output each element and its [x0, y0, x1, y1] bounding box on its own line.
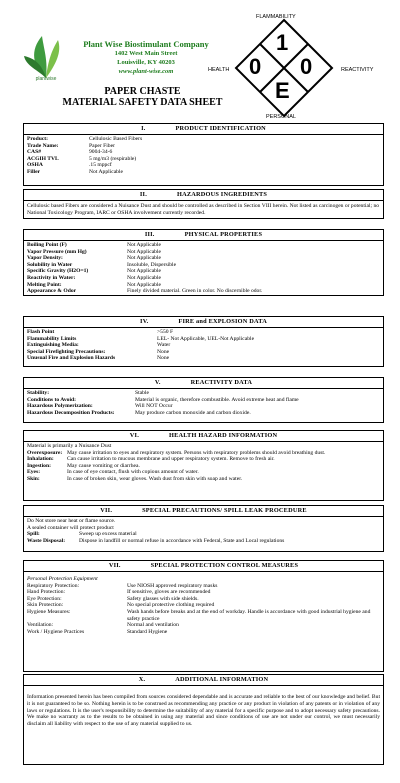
section-body	[24, 328, 383, 363]
field-label: Ingestion:	[27, 462, 51, 469]
field-row	[27, 469, 380, 476]
field-label: Conditions to Avoid:	[27, 396, 77, 403]
field-label: Filler	[27, 168, 41, 175]
field-label: Flash Point	[27, 329, 55, 335]
section-heading: VI. HEALTH HAZARD INFORMATION	[24, 431, 383, 442]
field-label: Unusual Fire and Explosion Hazards	[27, 355, 116, 362]
field-row	[27, 242, 380, 249]
field-row	[27, 143, 380, 150]
field-value: Paper Fiber	[89, 142, 115, 149]
field-value: Can cause irritation to mucous membrane and upper respiratory system. Remove to fresh air.	[67, 456, 275, 463]
field-value: LEL- Not Applicable, UEL-Not Applicable	[157, 335, 255, 342]
section-protection-measures	[23, 560, 384, 672]
flammability-label: FLAMMABILITY	[256, 14, 296, 20]
precaution-line: Do Not store near heat or flame source.	[27, 518, 116, 524]
personal-rating: E	[275, 78, 290, 103]
section-health-hazard	[23, 430, 384, 501]
section-special-precautions	[23, 505, 384, 552]
precaution-line: A sealed container will protect product	[27, 524, 114, 531]
field-value: Not Applicable	[89, 168, 124, 175]
field-label: OSHA	[27, 162, 43, 169]
logo-caption: plantwise	[35, 76, 57, 82]
field-label: ACGIH TVL	[27, 155, 59, 162]
section-subheading: Personal Protection Equipment	[27, 576, 98, 582]
company-address-1: 1402 West Main Street	[114, 50, 178, 57]
section-product-identification	[23, 123, 384, 186]
field-label: Specific Gravity (H2O=1)	[27, 268, 89, 275]
field-row	[27, 156, 380, 163]
field-row	[27, 403, 380, 410]
field-row	[27, 589, 380, 596]
section-additional-information	[23, 674, 384, 765]
flammability-rating: 1	[276, 30, 289, 55]
field-value: If sensitive, gloves are recommended	[127, 589, 211, 596]
field-row	[27, 622, 380, 629]
field-label: Hazardous Polymerization:	[27, 403, 93, 410]
field-value: Not Applicable	[127, 274, 162, 281]
field-value: 5 mg/m3 (respirable)	[89, 155, 137, 162]
field-row	[27, 629, 380, 636]
field-value: May cause irritation to eyes and respiratory system. Persons with respiratory problems should avoid breathing dust.	[67, 449, 326, 456]
section-hazardous-ingredients	[23, 189, 384, 219]
field-label: CAS#	[27, 149, 41, 156]
section-physical-properties	[23, 229, 384, 296]
field-label: Overexposure:	[27, 449, 63, 456]
field-row	[27, 268, 380, 275]
field-row	[27, 136, 380, 143]
field-label: Reactivity in Water:	[27, 274, 76, 281]
field-value: Will NOT Occur	[135, 403, 173, 410]
field-value: Material is organic, therefore combustible. Avoid extreme heat and flame	[135, 396, 299, 403]
field-label: Boiling Point (F)	[27, 242, 67, 248]
section-body	[24, 241, 383, 296]
section-fire-explosion	[23, 316, 384, 367]
field-row	[27, 275, 380, 282]
field-value: Not Applicable	[127, 242, 162, 248]
section-heading: II. HAZARDOUS INGREDIENTS	[24, 190, 383, 201]
field-row	[27, 609, 380, 622]
field-value: Dispose in landfill or normal refuse in accordance with Federal, State and Local regulations	[79, 537, 285, 544]
field-label: Vapor Density:	[27, 255, 63, 262]
company-website: www.plant-wise.com	[118, 68, 174, 75]
field-value: 9004-34-6	[89, 149, 113, 156]
section-heading: V. REACTIVITY DATA	[24, 378, 383, 389]
field-value: Normal and ventilation	[127, 622, 179, 629]
field-value: Safety glasses with side shields.	[127, 595, 199, 602]
section-body	[24, 389, 383, 417]
field-value: Finely divided material. Green in color. No discernible odor.	[127, 288, 263, 295]
field-value: Use NIOSH approved respiratory masks	[127, 582, 218, 589]
field-label: Stability:	[27, 390, 50, 396]
field-label: Vapor Pressure (mm Hg)	[27, 248, 87, 255]
field-label: Flammability Limits	[27, 335, 77, 342]
field-label: Skin Protection:	[27, 602, 64, 609]
field-row	[27, 342, 380, 349]
health-label: HEALTH	[208, 67, 230, 73]
field-label: Skin:	[27, 475, 40, 482]
field-value: Stable	[135, 390, 149, 396]
section-body	[24, 572, 383, 636]
field-label: Hazardous Decomposition Products:	[27, 409, 115, 416]
field-row	[27, 282, 380, 289]
field-row	[27, 476, 380, 483]
section-heading: III. PHYSICAL PROPERTIES	[24, 230, 383, 241]
section-heading: VII. SPECIAL PROTECTION CONTROL MEASURES	[24, 561, 383, 572]
field-label: Melting Point:	[27, 281, 62, 288]
company-name: Plant Wise Biostimulant Company	[83, 39, 209, 49]
field-row	[27, 149, 380, 156]
section-body	[24, 517, 383, 545]
field-value: Insoluble, Dispersible	[127, 261, 177, 268]
product-title: PAPER CHASTE	[104, 86, 181, 97]
field-row	[27, 255, 380, 262]
field-label: Extinguishing Media:	[27, 342, 79, 349]
field-row	[27, 602, 380, 609]
document-title: MATERIAL SAFETY DATA SHEET	[62, 97, 223, 108]
plantwise-leaf-logo	[22, 30, 70, 82]
field-value: Water	[157, 342, 171, 349]
field-label: Hand Protection:	[27, 589, 66, 596]
field-value: Cellulosic Based Fibers	[89, 136, 143, 142]
field-value: No special protective clothing required	[127, 602, 215, 609]
field-value: Not Applicable	[127, 268, 162, 275]
field-label: Respiratory Protection:	[27, 582, 80, 589]
company-block	[78, 40, 214, 76]
field-value: Sweep up excess material	[79, 531, 137, 538]
field-row	[27, 410, 380, 417]
personal-label: PERSONAL	[266, 114, 296, 120]
reactivity-rating: 0	[300, 54, 313, 79]
section-heading: I. PRODUCT IDENTIFICATION	[24, 124, 383, 135]
field-value: May produce carbon monoxide and carbon dioxide.	[135, 409, 251, 416]
field-row	[27, 355, 380, 362]
field-row	[27, 596, 380, 603]
field-label: Ventilation:	[27, 622, 54, 629]
field-row	[27, 531, 380, 538]
field-value: None	[157, 348, 170, 355]
field-row	[27, 249, 380, 256]
section-heading: X. ADDITIONAL INFORMATION	[24, 675, 383, 686]
field-value: Not Applicable	[127, 281, 162, 288]
field-row	[27, 390, 380, 397]
section-text: Cellulosic based Fibers are considered a Nuisance Dust and should be controlled as described in Section VIII herein. Not listed as carcinogen or potential; no National Toxicology Program, IARC or OSHA involvement currently recorded.	[27, 203, 380, 216]
field-label: Eye Protection:	[27, 595, 62, 602]
field-label: Work / Hygiene Practices	[27, 628, 85, 635]
field-row	[27, 538, 380, 545]
field-value: May cause vomiting or diarrhea.	[67, 462, 140, 469]
section-heading: IV. FIRE and EXPLOSION DATA	[24, 317, 383, 328]
field-value: Wash hands before breaks and at the end of workday. Handle is accordance with good industrial hygiene and safety practice	[127, 608, 371, 622]
field-value: Not Applicable	[127, 255, 162, 262]
field-label: Hygiene Measures:	[27, 608, 71, 615]
field-value: None	[157, 355, 170, 362]
field-row	[27, 288, 380, 295]
field-label: Appearance & Odor	[27, 288, 77, 295]
section-reactivity-data	[23, 377, 384, 423]
section-text: Information presented herein has been compiled from sources considered dependable and is accurate and reliable to the best of our knowledge and belief. But it is not guaranteed to be so. Nothing herein is to be construed as recommending any practice or any product in violation of any patents or in violation of any laws or regulations. It is the user's responsibility to determine the suitability of any material for a specific purpose and to adopt necessary safety precautions. We make no warranty as to the results to be obtained in using any material and since conditions of use are not under our control, we must necessarily disclaim all liability with respect to the use of any material supplied to us.	[27, 694, 380, 728]
field-value: Standard Hygiene	[127, 628, 168, 635]
field-label: Spill:	[27, 531, 40, 538]
field-label: Trade Name:	[27, 142, 59, 149]
section-body	[24, 442, 383, 484]
field-label: Solubility in Water	[27, 261, 73, 268]
field-value: In case of eye contact, flush with copious amount of water.	[67, 469, 199, 476]
field-label: Eyes:	[27, 469, 41, 476]
field-row	[27, 329, 380, 336]
field-row	[27, 456, 380, 463]
field-value: In case of broken skin, wear gloves. Wash dust from skin with soap and water.	[67, 475, 243, 482]
section-intro: Material is primarily a Nuisance Dust	[27, 443, 112, 449]
field-value: .15 mppcf	[89, 162, 112, 169]
field-row	[27, 162, 380, 169]
company-address-2: Louisville, KY 40203	[117, 59, 175, 66]
reactivity-label: REACTIVITY	[341, 67, 374, 73]
field-label: Inhalation:	[27, 456, 54, 463]
section-body	[24, 135, 383, 177]
health-rating: 0	[249, 54, 262, 79]
field-row	[27, 169, 380, 176]
section-heading: VII. SPECIAL PRECAUTIONS/ SPILL LEAK PROCEDURE	[24, 506, 383, 517]
field-value: >550 F	[157, 329, 174, 335]
field-row	[27, 349, 380, 356]
field-label: Special Firefighting Precautions:	[27, 348, 106, 355]
field-value: Not Applicable	[127, 248, 162, 255]
field-label: Waste Disposal:	[27, 537, 66, 544]
field-row	[27, 336, 380, 343]
field-row	[27, 397, 380, 404]
field-label: Product:	[27, 136, 49, 142]
